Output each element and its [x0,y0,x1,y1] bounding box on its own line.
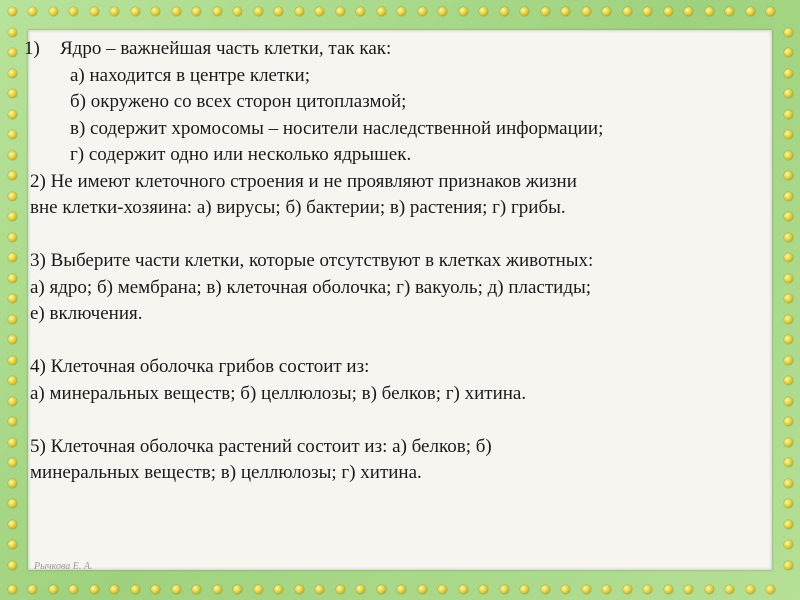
border-dot [784,130,793,139]
border-dot [623,585,632,594]
border-dot [784,499,793,508]
border-dot [131,585,140,594]
border-dot [90,585,99,594]
border-dot [784,479,793,488]
question-1-option-d: г) содержит одно или несколько ядрышек. [70,144,412,165]
border-dot [8,233,17,242]
border-dot [500,7,509,16]
border-dot [8,540,17,549]
border-dot [500,585,509,594]
border-dot [438,585,447,594]
border-dot [705,585,714,594]
border-dot [336,7,345,16]
border-dot [8,192,17,201]
border-dot [561,585,570,594]
border-dot [8,479,17,488]
border-dot [172,585,181,594]
border-dot [356,585,365,594]
border-dot [233,7,242,16]
question-3-line-1: 3) Выберите части клетки, которые отсутствуют в клетках животных: [30,250,594,271]
border-dot [602,7,611,16]
border-dot [90,7,99,16]
border-dot [8,376,17,385]
border-dot [377,7,386,16]
border-dot [623,7,632,16]
border-dot [541,7,550,16]
border-dot [172,7,181,16]
border-dot [784,212,793,221]
author-signature: Рычкова Е. А. [34,561,93,572]
question-3-line-2: а) ядро; б) мембрана; в) клеточная оболочка; г) вакуоль; д) пластиды; [30,276,592,298]
border-dot [8,417,17,426]
question-1 [24,36,770,169]
border-dot [664,7,673,16]
question-1-number: 1) [24,38,40,59]
border-dot [520,7,529,16]
border-dot [151,585,160,594]
border-dot [784,438,793,447]
border-dot [784,520,793,529]
border-dot [8,458,17,467]
border-dot [784,315,793,324]
border-dot [784,69,793,78]
border-dot [151,7,160,16]
border-dot [746,585,755,594]
border-dot [784,294,793,303]
border-dot [8,335,17,344]
border-dot [8,499,17,508]
border-dot [725,7,734,16]
border-dot [784,356,793,365]
border-dot [8,130,17,139]
border-dot [684,7,693,16]
border-dot [705,7,714,16]
border-dot [784,458,793,467]
question-4-line-1: 4) Клеточная оболочка грибов состоит из: [30,356,370,377]
border-dot [784,89,793,98]
border-dot [664,585,673,594]
border-dot [49,7,58,16]
border-dot [336,585,345,594]
border-dot [418,7,427,16]
border-dot [295,7,304,16]
border-dot [784,397,793,406]
border-dot [784,192,793,201]
border-dot [49,585,58,594]
border-dot [356,7,365,16]
border-dot [69,7,78,16]
quiz-content [24,36,770,487]
border-dot [784,376,793,385]
border-dot [784,151,793,160]
border-dot [8,212,17,221]
border-dot [254,7,263,16]
border-dot [784,561,793,570]
border-dot [274,585,283,594]
border-dot [8,48,17,57]
border-dot [602,585,611,594]
border-dot [8,397,17,406]
border-dot [8,171,17,180]
border-dot [28,585,37,594]
border-dot [8,110,17,119]
border-dot [8,89,17,98]
border-dot [397,7,406,16]
border-dot [213,7,222,16]
border-dot [784,274,793,283]
question-1-text: Ядро – важнейшая часть клетки, так как: [60,38,392,59]
border-dot [784,28,793,37]
border-dot [784,110,793,119]
border-dot [766,585,775,594]
border-dot [377,585,386,594]
border-dot [541,585,550,594]
question-3-line-3: е) включения. [30,303,143,324]
border-dot [8,315,17,324]
border-dot [397,585,406,594]
border-dot [582,7,591,16]
border-dot [8,28,17,37]
question-5-line-1: 5) Клеточная оболочка растений состоит из: а) белков; б) [30,435,492,457]
border-dot [131,7,140,16]
border-dot [8,294,17,303]
border-dot [784,48,793,57]
border-dot [213,585,222,594]
border-dot [766,7,775,16]
question-1-option-a: а) находится в центре клетки; [70,64,310,86]
border-dot [8,520,17,529]
border-dot [233,585,242,594]
border-dot [274,7,283,16]
border-dot [784,233,793,242]
border-dot [28,7,37,16]
question-1-option-c: в) содержит хромосомы – носители наследственной информации; [70,117,604,139]
border-dot [459,7,468,16]
question-2-line-2: вне клетки-хозяина: а) вирусы; б) бактерии; в) растения; г) грибы. [30,197,566,218]
border-dot [784,417,793,426]
question-4 [30,354,770,407]
border-dot [8,151,17,160]
border-dot [8,274,17,283]
border-dot [784,171,793,180]
border-dot [643,7,652,16]
border-dot [479,585,488,594]
border-dot [784,540,793,549]
border-dot [8,69,17,78]
border-dot [192,585,201,594]
border-dot [8,7,17,16]
border-dot [784,335,793,344]
border-dot [315,585,324,594]
border-dot [8,561,17,570]
border-dot [438,7,447,16]
border-dot [784,253,793,262]
question-5 [30,434,770,487]
border-dot [69,585,78,594]
border-dot [254,585,263,594]
border-dot [561,7,570,16]
question-4-line-2: а) минеральных веществ; б) целлюлозы; в) белков; г) хитина. [30,382,527,404]
border-dot [110,585,119,594]
border-dot [8,253,17,262]
border-dot [520,585,529,594]
border-dot [295,585,304,594]
question-2 [30,169,770,222]
border-dot [192,7,201,16]
border-dot [684,585,693,594]
border-dot [746,7,755,16]
border-dot [582,585,591,594]
border-dot [479,7,488,16]
border-dot [418,585,427,594]
border-dot [8,438,17,447]
question-1-option-b: б) окружено со всех сторон цитоплазмой; [70,91,407,112]
question-3 [30,248,770,328]
question-5-line-2: минеральных веществ; в) целлюлозы; г) хитина. [30,462,422,483]
border-dot [643,585,652,594]
border-dot [8,585,17,594]
border-dot [110,7,119,16]
border-dot [8,356,17,365]
border-dot [725,585,734,594]
border-dot [459,585,468,594]
border-dot [315,7,324,16]
question-2-line-1: 2) Не имеют клеточного строения и не проявляют признаков жизни [30,170,577,192]
